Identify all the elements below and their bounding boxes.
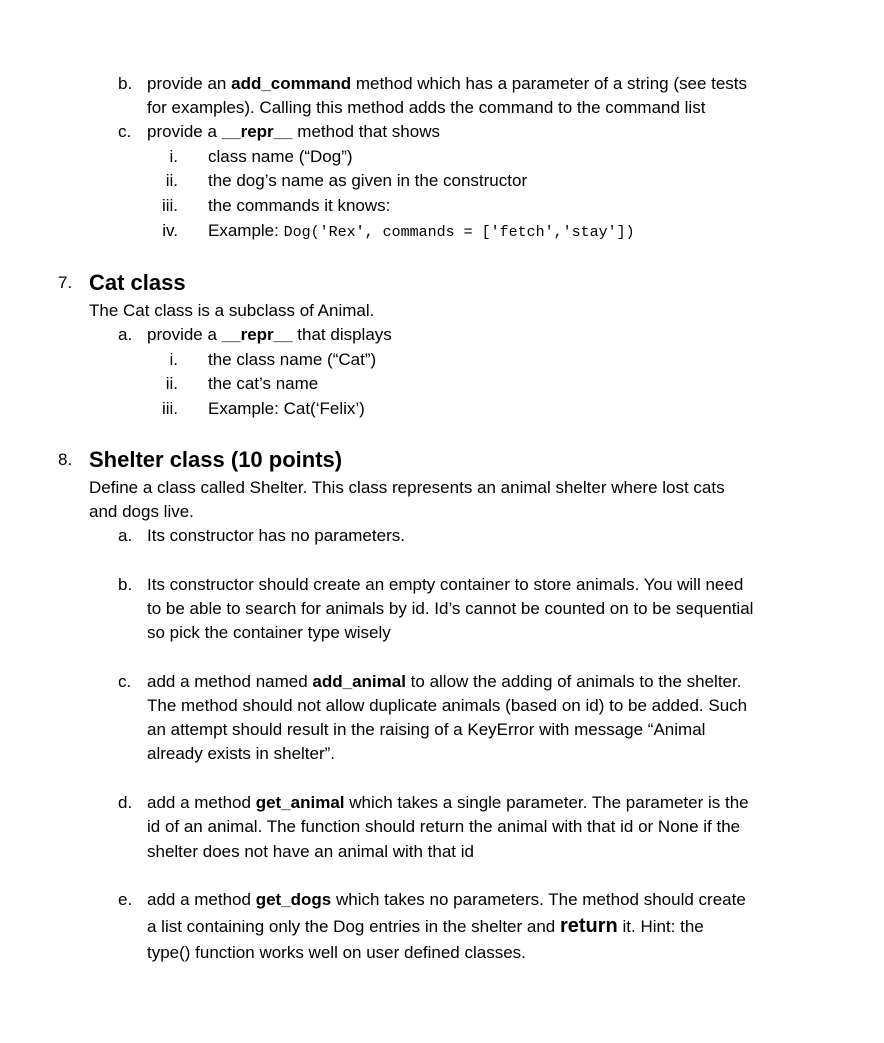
- shelter-constructor-item: Its constructor has no parameters.: [147, 526, 405, 545]
- section-number: 7.: [58, 273, 73, 292]
- list-marker: d.: [118, 793, 133, 812]
- dog-repr-sub-item: the dog’s name as given in the constructor: [208, 171, 528, 190]
- shelter-get-animal-line-3: shelter does not have an animal with that id: [147, 842, 474, 861]
- shelter-add-animal-line-1: add a method named add_animal to allow the adding of animals to the shelter.: [147, 672, 742, 691]
- sub-marker: ii.: [165, 374, 178, 393]
- code-example: Dog('Rex', commands = ['fetch','stay']): [283, 224, 635, 241]
- return-keyword: return: [559, 915, 618, 937]
- list-marker: b.: [118, 74, 133, 93]
- sub-marker: ii.: [165, 171, 178, 190]
- list-marker: e.: [118, 890, 133, 909]
- sub-marker: iii.: [161, 399, 178, 418]
- dog-repr-sub-item: class name (“Dog”): [208, 147, 353, 166]
- sub-marker: iii.: [161, 196, 178, 215]
- shelter-get-animal-line-2: id of an animal. The function should return the animal with that id or None if the: [147, 817, 741, 836]
- cat-repr-sub-item: the class name (“Cat”): [208, 350, 377, 369]
- section-intro-line-1: Define a class called Shelter. This class represents an animal shelter where lost cats: [89, 478, 725, 497]
- cat-repr-sub-item: Example: Cat(‘Felix’): [208, 399, 365, 418]
- section-heading: Cat class: [89, 270, 186, 295]
- shelter-add-animal-line-3: an attempt should result in the raising of a KeyError with message “Animal: [147, 720, 706, 739]
- dog-repr-line: provide a __repr__ method that shows: [147, 122, 440, 141]
- shelter-container-line-2: to be able to search for animals by id. Id’s cannot be counted on to be sequential: [147, 599, 754, 618]
- dog-repr-example: Example: Dog('Rex', commands = ['fetch','stay']): [208, 221, 635, 241]
- sub-marker: iv.: [162, 221, 178, 240]
- dog-add-command-line-2: for examples). Calling this method adds the command to the command list: [147, 98, 706, 117]
- list-marker: b.: [118, 575, 133, 594]
- section-heading: Shelter class (10 points): [89, 447, 343, 472]
- shelter-get-dogs-line-1: add a method get_dogs which takes no parameters. The method should create: [147, 890, 746, 909]
- sub-marker: i.: [169, 147, 178, 166]
- shelter-add-animal-line-2: The method should not allow duplicate animals (based on id) to be added. Such: [147, 696, 748, 715]
- dog-add-command-line-1: provide an add_command method which has a parameter of a string (see tests: [147, 74, 748, 93]
- cat-repr-line: provide a __repr__ that displays: [147, 325, 392, 344]
- list-marker: a.: [118, 526, 133, 545]
- list-marker: a.: [118, 325, 133, 344]
- list-marker: c.: [118, 122, 132, 141]
- section-intro: The Cat class is a subclass of Animal.: [89, 301, 375, 320]
- shelter-get-dogs-line-2: a list containing only the Dog entries in the shelter and return it. Hint: the: [147, 915, 704, 937]
- section-intro-line-2: and dogs live.: [89, 502, 194, 521]
- section-number: 8.: [58, 450, 73, 469]
- shelter-add-animal-line-4: already exists in shelter”.: [147, 744, 336, 763]
- shelter-get-dogs-line-3: type() function works well on user defined classes.: [147, 943, 526, 962]
- list-marker: c.: [118, 672, 132, 691]
- shelter-container-line-3: so pick the container type wisely: [147, 623, 391, 642]
- cat-repr-sub-item: the cat’s name: [208, 374, 319, 393]
- shelter-container-line-1: Its constructor should create an empty container to store animals. You will need: [147, 575, 744, 594]
- dog-repr-sub-item: the commands it knows:: [208, 196, 391, 215]
- sub-marker: i.: [169, 350, 178, 369]
- shelter-get-animal-line-1: add a method get_animal which takes a single parameter. The parameter is the: [147, 793, 749, 812]
